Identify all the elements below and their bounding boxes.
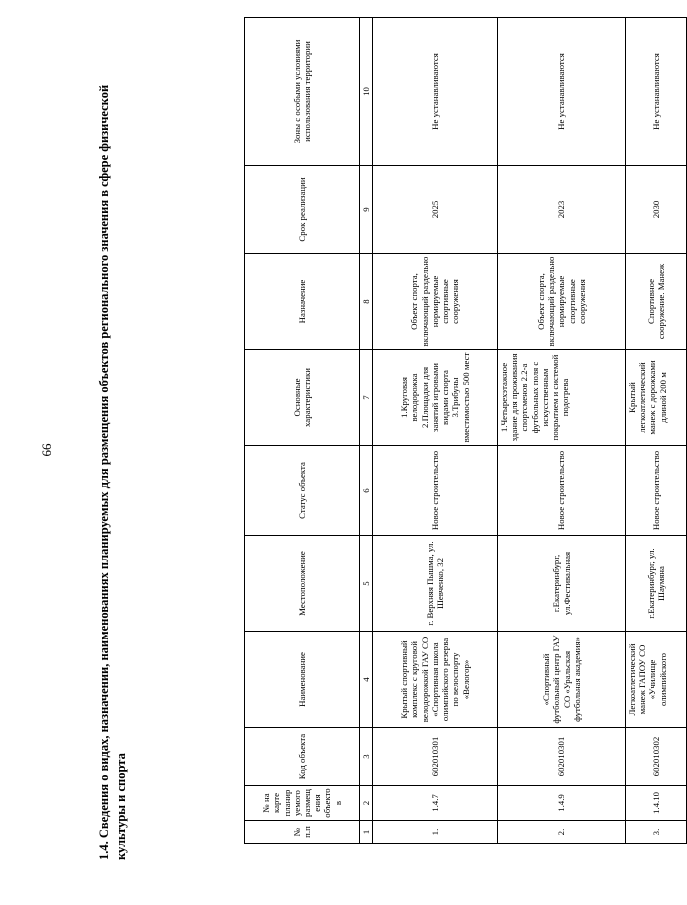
object-code: 602010302	[626, 728, 687, 786]
header-row	[245, 18, 360, 844]
object-name: Крытый спортивный комплекс с круговой велодорожкой ГАУ СО «Спортивная школа олимпийского резерва по велоспорту «Велогор»	[373, 632, 498, 728]
column-number: 2	[360, 786, 373, 821]
header-cell: Наименование	[245, 632, 360, 728]
column-number-row	[360, 18, 373, 844]
object-deadline: 2025	[373, 166, 498, 254]
object-location: г. Верхняя Пышма, ул. Шевченко, 32	[373, 536, 498, 632]
sports-objects-table	[244, 17, 687, 844]
map-number: 1.4.7	[373, 786, 498, 821]
object-code: 602010301	[373, 728, 498, 786]
table-row	[626, 18, 687, 844]
map-number: 1.4.9	[498, 786, 626, 821]
object-location: г.Екатеринбург, ул.Фестивальная	[498, 536, 626, 632]
object-characteristics: 1.Круговая велодорожка 2.Площадки для занятий игровыми видами спорта 3.Трибуны вместимостью 500 мест	[373, 350, 498, 446]
object-zones: Не устанавливаются	[626, 18, 687, 166]
column-number: 4	[360, 632, 373, 728]
column-number: 6	[360, 446, 373, 536]
object-purpose: Объект спорта, включающий раздельно нормируемые спортивные сооружения	[498, 254, 626, 350]
header-cell: Назначение	[245, 254, 360, 350]
object-name: Легкоатлетический манеж ГАПОУ СО «Училище олимпийского	[626, 632, 687, 728]
object-location: г.Екатеринбург, ул. Шаумяна	[626, 536, 687, 632]
header-cell: Код объекта	[245, 728, 360, 786]
column-number: 5	[360, 536, 373, 632]
object-code: 602010301	[498, 728, 626, 786]
object-purpose: Объект спорта, включающий раздельно нормируемые спортивные сооружения	[373, 254, 498, 350]
header-cell: Местоположение	[245, 536, 360, 632]
column-number: 3	[360, 728, 373, 786]
column-number: 8	[360, 254, 373, 350]
table-row	[498, 18, 626, 844]
page-number: 66	[39, 443, 54, 457]
row-number: 3.	[626, 821, 687, 844]
table-row	[373, 18, 498, 844]
header-cell: Срок реализации	[245, 166, 360, 254]
header-cell: Статус объекта	[245, 446, 360, 536]
header-cell: № на карте планируемого размещения объектов	[245, 786, 360, 821]
object-deadline: 2030	[626, 166, 687, 254]
column-number: 7	[360, 350, 373, 446]
column-number: 1	[360, 821, 373, 844]
header-cell: Зоны с особыми условиями использования территории	[245, 18, 360, 166]
section-heading: 1.4. Сведения о видах, назначении, наименованиях планируемых для размещения объектов регионального значения в сфере физической культуры и спорта	[97, 84, 128, 860]
object-characteristics: Крытый легкоатлетический манеж с дорожками длиной 200 м	[626, 350, 687, 446]
object-deadline: 2023	[498, 166, 626, 254]
column-number: 10	[360, 18, 373, 166]
object-zones: Не устанавливаются	[373, 18, 498, 166]
object-status: Новое строительство	[373, 446, 498, 536]
object-name: «Спортивный футбольный центр ГАУ СО «Уральская футбольная академия»	[498, 632, 626, 728]
rotated-table-wrapper	[244, 18, 668, 844]
object-status: Новое строительство	[498, 446, 626, 536]
map-number: 1.4.10	[626, 786, 687, 821]
object-purpose: Спортивное сооружение. Манеж	[626, 254, 687, 350]
object-status: Новое строительство	[626, 446, 687, 536]
object-zones: Не устанавливаются	[498, 18, 626, 166]
row-number: 1.	[373, 821, 498, 844]
object-characteristics: 1.Четырехэтажное здание для проживания спортсменов 2.2-а футбольных поля с искусственным покрытием и системой подогрева	[498, 350, 626, 446]
header-cell: Основные характеристики	[245, 350, 360, 446]
column-number: 9	[360, 166, 373, 254]
header-cell: № п.п	[245, 821, 360, 844]
row-number: 2.	[498, 821, 626, 844]
